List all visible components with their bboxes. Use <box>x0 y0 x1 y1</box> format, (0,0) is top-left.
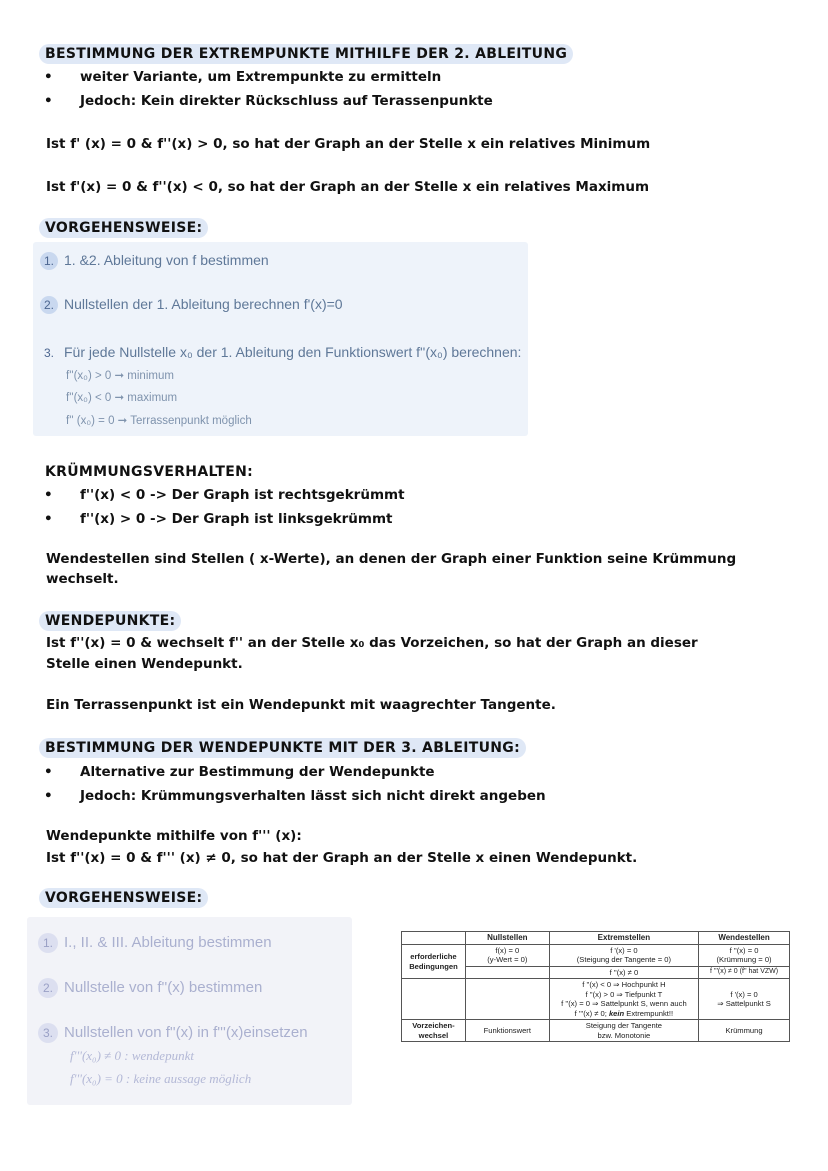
table-cell <box>465 979 549 1020</box>
heading-vorgehensweise-2: VORGEHENSWEISE: <box>39 888 208 908</box>
bullet-item: • Alternative zur Bestimmung der Wendepunkte <box>44 764 435 780</box>
heading-extrempunkte: BESTIMMUNG DER EXTREMPUNKTE MITHILFE DER 2. ABLEITUNG <box>39 44 573 64</box>
table-cell: Funktionswert <box>465 1020 549 1042</box>
wendepunkt-3-line: Ist f''(x) = 0 & f''' (x) ≠ 0, so hat der Graph an der Stelle x einen Wendepunkt. <box>46 850 638 866</box>
procedure-step: 3. Für jede Nullstelle x₀ der 1. Ableitung den Funktionswert f''(x₀) berechnen: <box>43 344 522 360</box>
table-cell: f '(x) = 0 (Steigung der Tangente = 0) <box>549 945 698 967</box>
bullet-item: • Jedoch: Kein direkter Rückschluss auf Terassenpunkte <box>44 93 493 109</box>
table-header-cell: Extremstellen <box>549 932 698 945</box>
table-header-cell: Nullstellen <box>465 932 549 945</box>
heading-kruemmung: KRÜMMUNGSVERHALTEN: <box>45 464 253 480</box>
bullet-item: • f''(x) < 0 -> Der Graph ist rechtsgekrümmt <box>44 487 405 503</box>
table-cell: f ''(x) ≠ 0 <box>549 966 698 978</box>
wendepunkt-rule: Stelle einen Wendepunkt. <box>46 656 243 672</box>
procedure-step: 1. I., II. & III. Ableitung bestimmen <box>38 933 272 953</box>
table-cell: f ''(x) < 0 ⇒ Hochpunkt H f ''(x) > 0 ⇒ Tiefpunkt T f ''(x) = 0 ⇒ Sattelpunkt S, wenn auch f '''(x) ≠ 0; kein Extrempunkt!! <box>549 979 698 1020</box>
terrassenpunkt-note: Ein Terrassenpunkt ist ein Wendepunkt mit waagrechter Tangente. <box>46 697 556 713</box>
procedure-step: 2. Nullstellen der 1. Ableitung berechnen f'(x)=0 <box>40 296 343 314</box>
definition-line: wechselt. <box>46 571 119 587</box>
procedure-box-1 <box>33 242 528 436</box>
table-row <box>402 979 790 1020</box>
procedure-sub-item: f'' (x₀) = 0 ➞ Terrassenpunkt möglich <box>66 415 252 427</box>
procedure-step: 1. 1. &2. Ableitung von f bestimmen <box>40 252 269 270</box>
definition-line: Wendestellen sind Stellen ( x-Werte), an denen der Graph einer Funktion seine Krümmung <box>46 551 737 567</box>
table-row <box>402 1020 790 1042</box>
table-cell: Krümmung <box>699 1020 790 1042</box>
bullet-item: • f''(x) > 0 -> Der Graph ist linksgekrümmt <box>44 511 393 527</box>
table-cell: Steigung der Tangente bzw. Monotonie <box>549 1020 698 1042</box>
heading-vorgehensweise-1: VORGEHENSWEISE: <box>39 218 208 238</box>
procedure-step: 3. Nullstellen von f''(x) in f'''(x)einsetzen <box>38 1023 308 1043</box>
procedure-sub-item: f'''(x₀) = 0 : keine aussage möglich <box>70 1071 252 1086</box>
table-cell <box>465 966 549 978</box>
procedure-sub-item: f''(x₀) < 0 ➞ maximum <box>66 392 178 404</box>
table-cell: f ''(x) = 0 (Krümmung = 0) <box>699 945 790 967</box>
wendepunkt-rule: Ist f''(x) = 0 & wechselt f'' an der Stelle x₀ das Vorzeichen, so hat der Graph an dieser <box>46 635 698 651</box>
table-cell <box>402 979 466 1020</box>
heading-wendepunkte-3-ableitung: BESTIMMUNG DER WENDEPUNKTE MIT DER 3. ABLEITUNG: <box>39 738 526 758</box>
table-cell: f '''(x) ≠ 0 (f'' hat VZW) <box>699 966 790 978</box>
bullet-item: • Jedoch: Krümmungsverhalten lässt sich nicht direkt angeben <box>44 788 546 804</box>
rule-maximum: Ist f'(x) = 0 & f''(x) < 0, so hat der Graph an der Stelle x ein relatives Maximum <box>46 179 650 195</box>
wendepunkt-3-line: Wendepunkte mithilfe von f''' (x): <box>46 828 302 844</box>
table-header-cell <box>402 932 466 945</box>
heading-wendepunkte: WENDEPUNKTE: <box>39 611 181 631</box>
bullet-item: • weiter Variante, um Extrempunkte zu ermitteln <box>44 69 442 85</box>
table-row-label: Vorzeichen-wechsel <box>402 1020 466 1042</box>
procedure-step: 2. Nullstelle von f''(x) bestimmen <box>38 978 262 998</box>
rule-minimum: Ist f' (x) = 0 & f''(x) > 0, so hat der Graph an der Stelle x ein relatives Minimum <box>46 136 651 152</box>
procedure-sub-item: f''(x₀) > 0 ➞ minimum <box>66 370 174 382</box>
table-row-label: erforderliche Bedingungen <box>402 945 466 979</box>
table-header-cell: Wendestellen <box>699 932 790 945</box>
table-row <box>402 945 790 967</box>
comparison-table <box>401 931 790 1042</box>
table-cell: f '(x) = 0 ⇒ Sattelpunkt S <box>699 979 790 1020</box>
procedure-sub-item: f'''(x₀) ≠ 0 : wendepunkt <box>70 1048 194 1063</box>
table-cell: f(x) = 0 (y-Wert = 0) <box>465 945 549 967</box>
table-header-row <box>402 932 790 945</box>
